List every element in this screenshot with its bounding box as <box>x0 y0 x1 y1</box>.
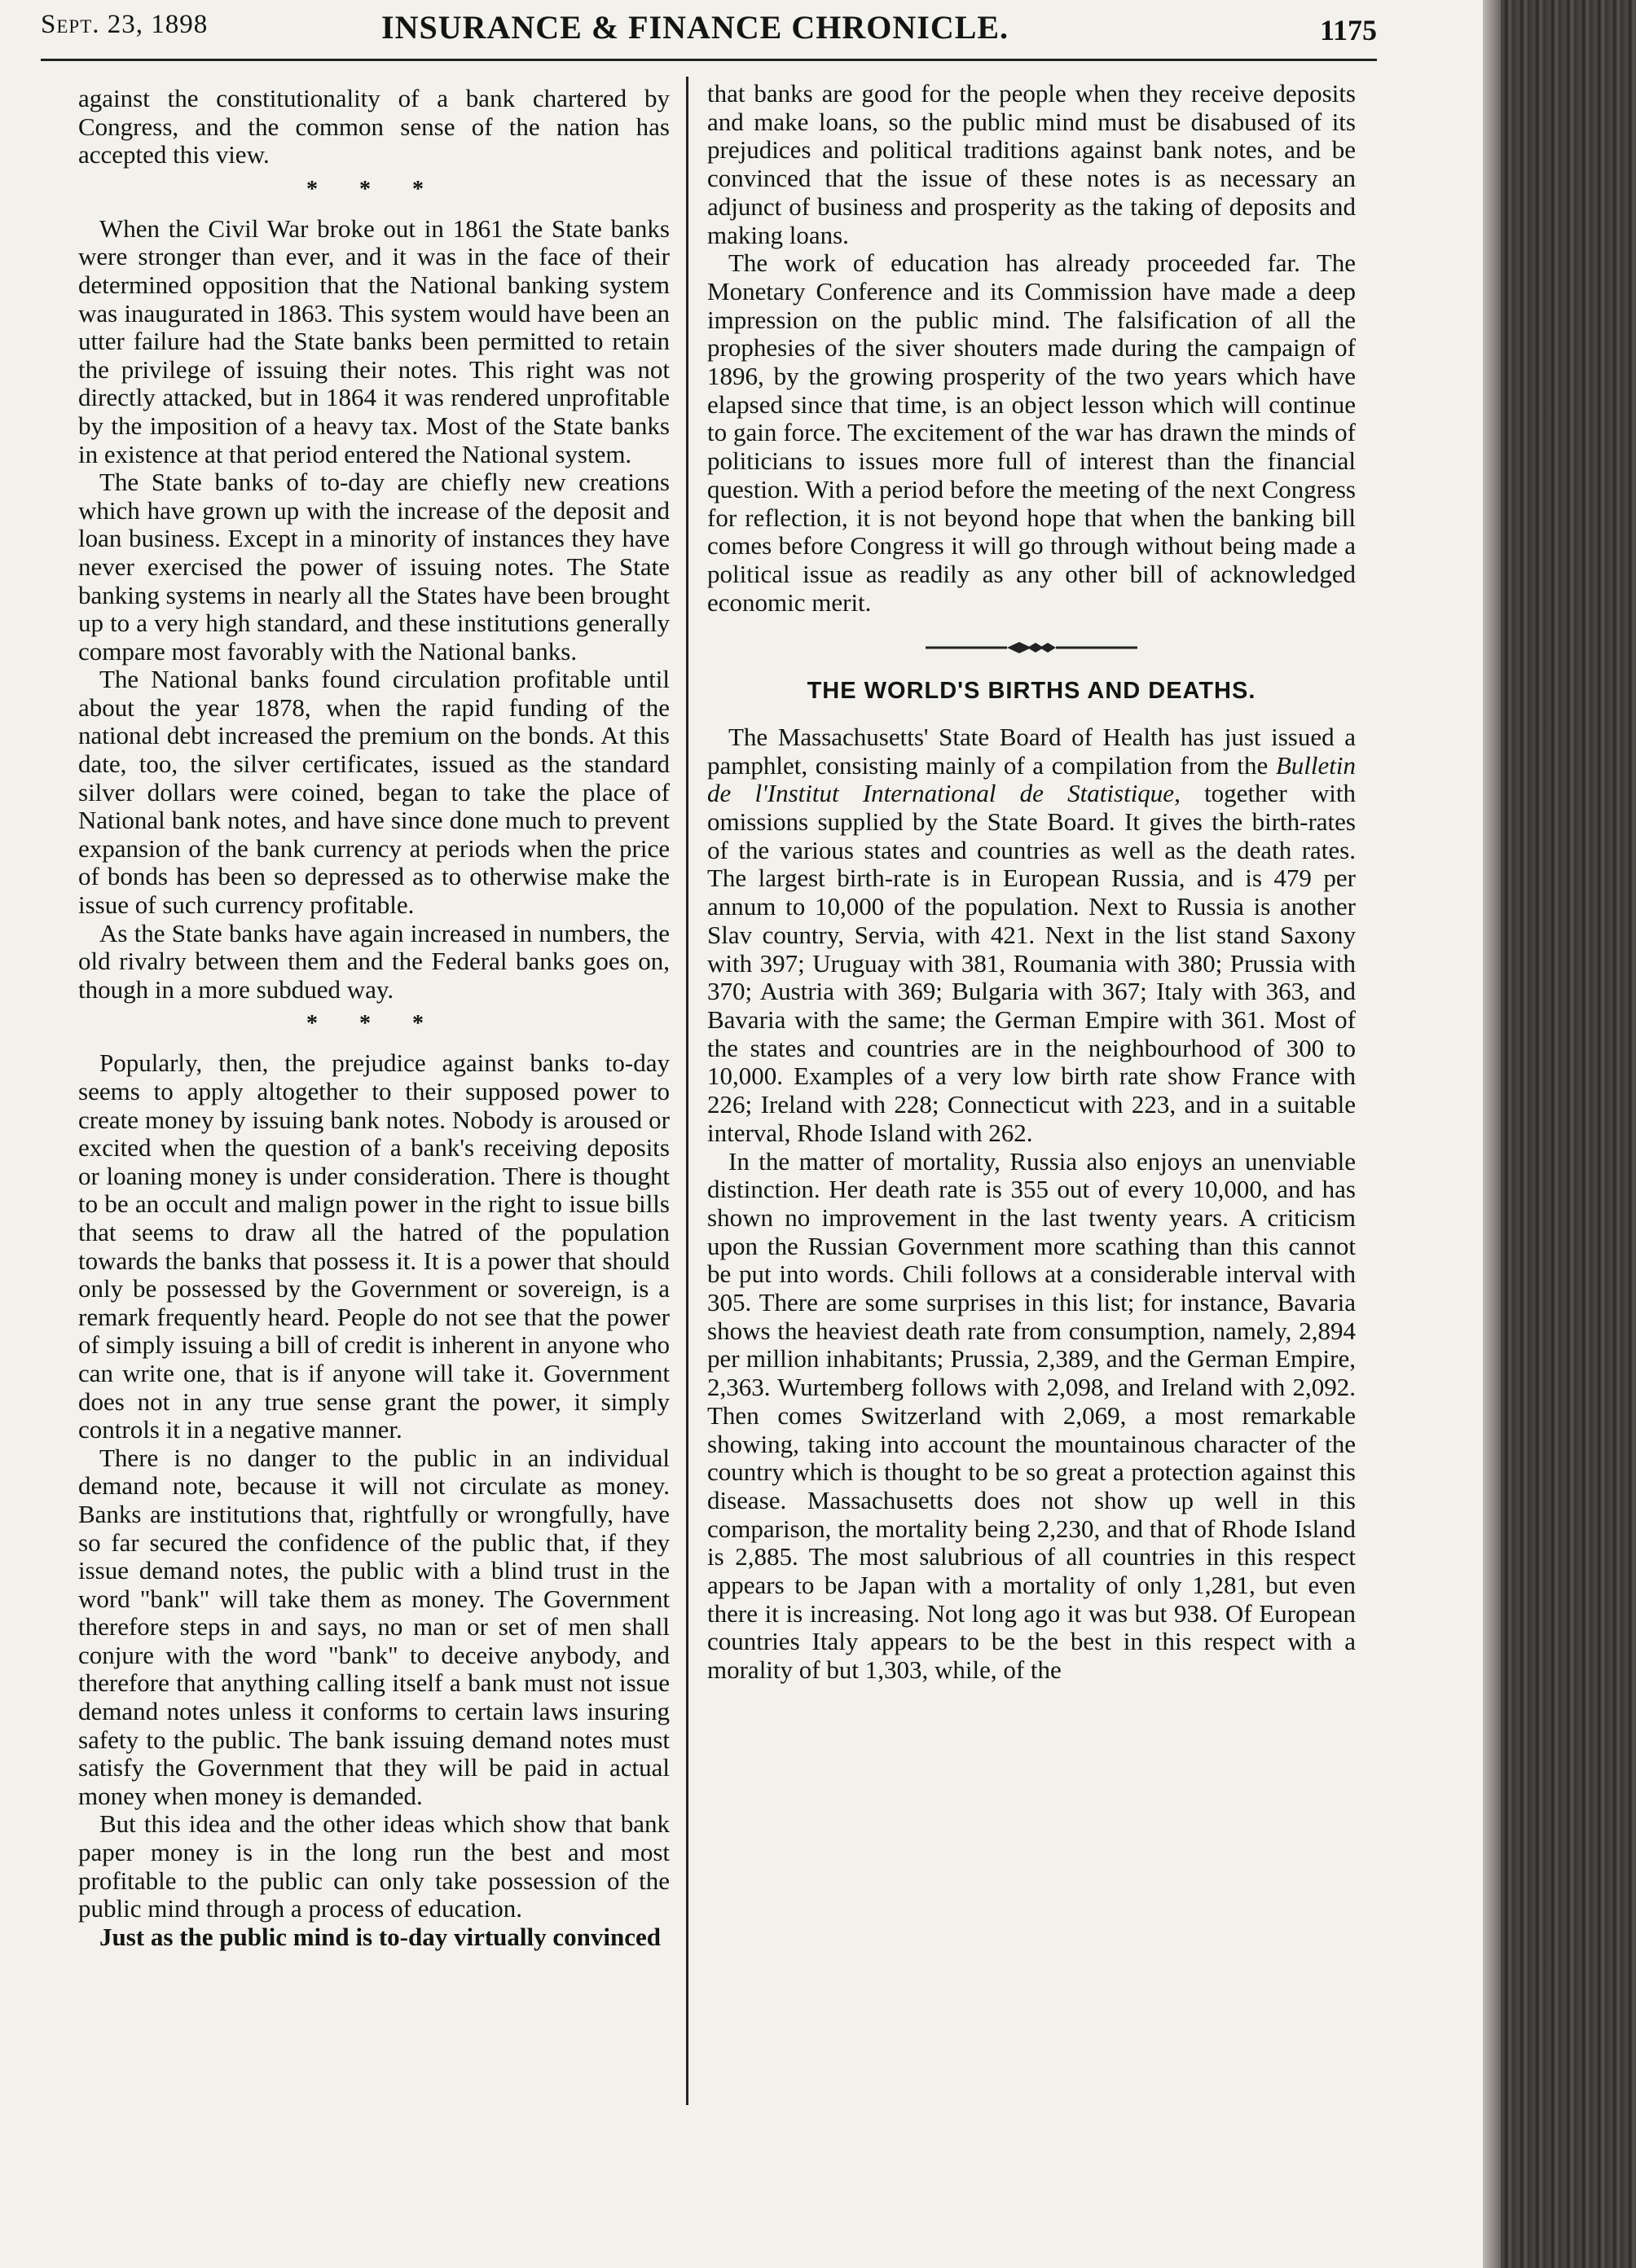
left-column <box>78 85 670 1951</box>
publication-name: Bulletin de l'Institut International de Statistique, <box>707 750 1356 808</box>
paragraph: that banks are good for the people when they receive deposits and make loans, so the public mind must be disabused of its prejudices and political traditions against bank notes, and be convinced that the issue of these notes is as necessary an adjunct of business and prosperity as the taking of deposits and making loans. <box>707 79 1356 249</box>
page-header <box>41 8 1377 59</box>
paragraph <box>707 723 1356 1148</box>
paragraph: When the Civil War broke out in 1861 the State banks were stronger than ever, and it was in the face of their determined opposition that the National banking system was inaugurated in 1863. This system would have been an utter failure had the State banks been permitted to retain the privilege of issuing their notes. This right was not directly attacked, but in 1864 it was rendered unprofitable by the imposition of a heavy tax. Most of the State banks in existence at that period entered the National system. <box>78 213 670 468</box>
paragraph: Just as the public mind is to-day virtually convinced <box>99 1922 661 1951</box>
page-number: 1175 <box>1319 14 1377 46</box>
publication-title: INSURANCE & FINANCE CHRONICLE. <box>381 9 1009 46</box>
paragraph: The State banks of to-day are chiefly new creations which have grown up with the increase of the deposit and loan business. Except in a minority of instances they have never exercised the power of issuing notes. The State banking systems in nearly all the States have been brought up to a very high standard, and these institutions generally compare most favorably with the National banks. <box>78 468 670 666</box>
paragraph: against the constitutionality of a bank chartered by Congress, and the common sense of the nation has accepted this view. <box>78 84 670 169</box>
book-binding <box>1483 0 1636 2268</box>
header-rule <box>41 59 1377 61</box>
section-break-stars: * * * <box>306 176 442 202</box>
column-rule <box>686 77 688 2105</box>
paragraph: But this idea and the other ideas which show that bank paper money is in the long run the best and most profitable to the public can only take possession of the public mind through a process of education. <box>78 1809 670 1923</box>
section-break-stars: * * * <box>306 1011 442 1037</box>
paragraph: In the matter of mortality, Russia also enjoys an unenviable distinction. Her death rate is 355 out of every 10,000, and has shown no improvement in the last twenty years. A criticism upon the Russian Government more scathing than this cannot be put into words. Chili follows at a considerable interval with 305. There are some surprises in this list; for instance, Bavaria shows the heaviest death rate from consumption, namely, 2,894 per million inhabitants; Prussia, 2,389, and the German Empire, 2,363. Wurtemberg follows with 2,098, and Ireland with 2,092. Then comes Switzerland with 2,069, a most remarkable showing, taking into account the mountainous character of the country which is thought to be so great a protection against this disease. Massachusetts does not show up well in this comparison, the mortality being 2,230, and that of Rhode Island is 2,885. The most salubrious of all countries in this respect appears to be Japan with a mortality of only 1,281, but even there it is increasing. Not long ago it was but 938. Of European countries Italy appears to be the best in this respect with a morality of but 1,303, while, of the <box>707 1146 1356 1685</box>
paragraph-text: together with omissions supplied by the State Board. It gives the birth-rates of the various states and countries as well as the death rates. The largest birth-rate is in European Russia, and is 479 per annum to 10,000 of the population. Next to Russia is another Slav country, Servia, with 421. Next in the list stand Saxony with 397; Uruguay with 381, Roumania with 380; Prussia with 370; Austria with 369; Bulgaria with 367; Italy with 363, and Bavaria with the same; the German Empire with 361. Most of the states and countries are in the neighbourhood of 300 to 10,000. Examples of a very low birth rate show France with 226; Ireland with 228; Connecticut with 223, and in a suitable interval, Rhode Island with 262. <box>707 779 1356 1147</box>
section-title: THE WORLD'S BIRTHS AND DEATHS. <box>807 678 1256 705</box>
issue-date: Sept. 23, 1898 <box>41 10 209 39</box>
paragraph: There is no danger to the public in an individual demand note, because it will not circulate as money. Banks are institutions that, rightfully or wrongfully, have so far secured the confidence of the public that, if they issue demand notes, the public with a blind trust in the word "bank" will take them as money. The Government therefore steps in and says, no man or set of men shall conjure with the word "bank" to deceive anybody, and therefore that anything calling itself a bank must not issue demand notes unless it conforms to certain laws insuring safety to the public. The bank issuing demand notes must satisfy the Government that they will be paid in actual money when money is demanded. <box>78 1443 670 1810</box>
paragraph: As the State banks have again increased in numbers, the old rivalry between them and the Federal banks goes on, though in a more subdued way. <box>78 918 670 1004</box>
paragraph: Popularly, then, the prejudice against banks to-day seems to apply altogether to their supposed power to create money by issuing bank notes. Nobody is aroused or excited when the question of a bank's receiving deposits or loaning money is under consideration. There is thought to be an occult and malign power in the right to issue bills that seems to draw all the hatred of the population towards the banks that possess it. It is a power that should only be possessed by the Government or sovereign, is a remark frequently heard. People do not see that the power of simply issuing a bill of credit is inherent in anyone who can write one, that is if anyone will take it. Government does not in any true sense grant the power, it simply controls it in a negative manner. <box>78 1048 670 1444</box>
right-column <box>707 80 1356 1685</box>
paragraph-text: The Massachusetts' State Board of Health has just issued a pamphlet, consisting mainly of a compilation from the <box>707 722 1356 780</box>
ornament-divider <box>926 640 1137 656</box>
paragraph: The work of education has already proceeded far. The Monetary Conference and its Commission have made a deep impression on the public mind. The falsification of all the prophesies of the siver shouters made during the campaign of 1896, by the growing prosperity of the two years which have elapsed since that time, is an object lesson which will continue to gain force. The excitement of the war has drawn the minds of politicians to issues more full of interest than the financial question. With a period before the meeting of the next Congress for reflection, it is not beyond hope that when the banking bill comes before Congress it will go through without being made a political issue as readily as any other bill of acknowledged economic merit. <box>707 248 1356 617</box>
paragraph: The National banks found circulation profitable until about the year 1878, when the rapid funding of the national debt increased the premium on the bonds. At this date, too, the silver certificates, issued as the standard silver dollars were coined, began to take the place of National bank notes, and have since done much to prevent expansion of the bank currency at periods when the price of bonds has been so depressed as to otherwise make the issue of such currency profitable. <box>78 665 670 920</box>
